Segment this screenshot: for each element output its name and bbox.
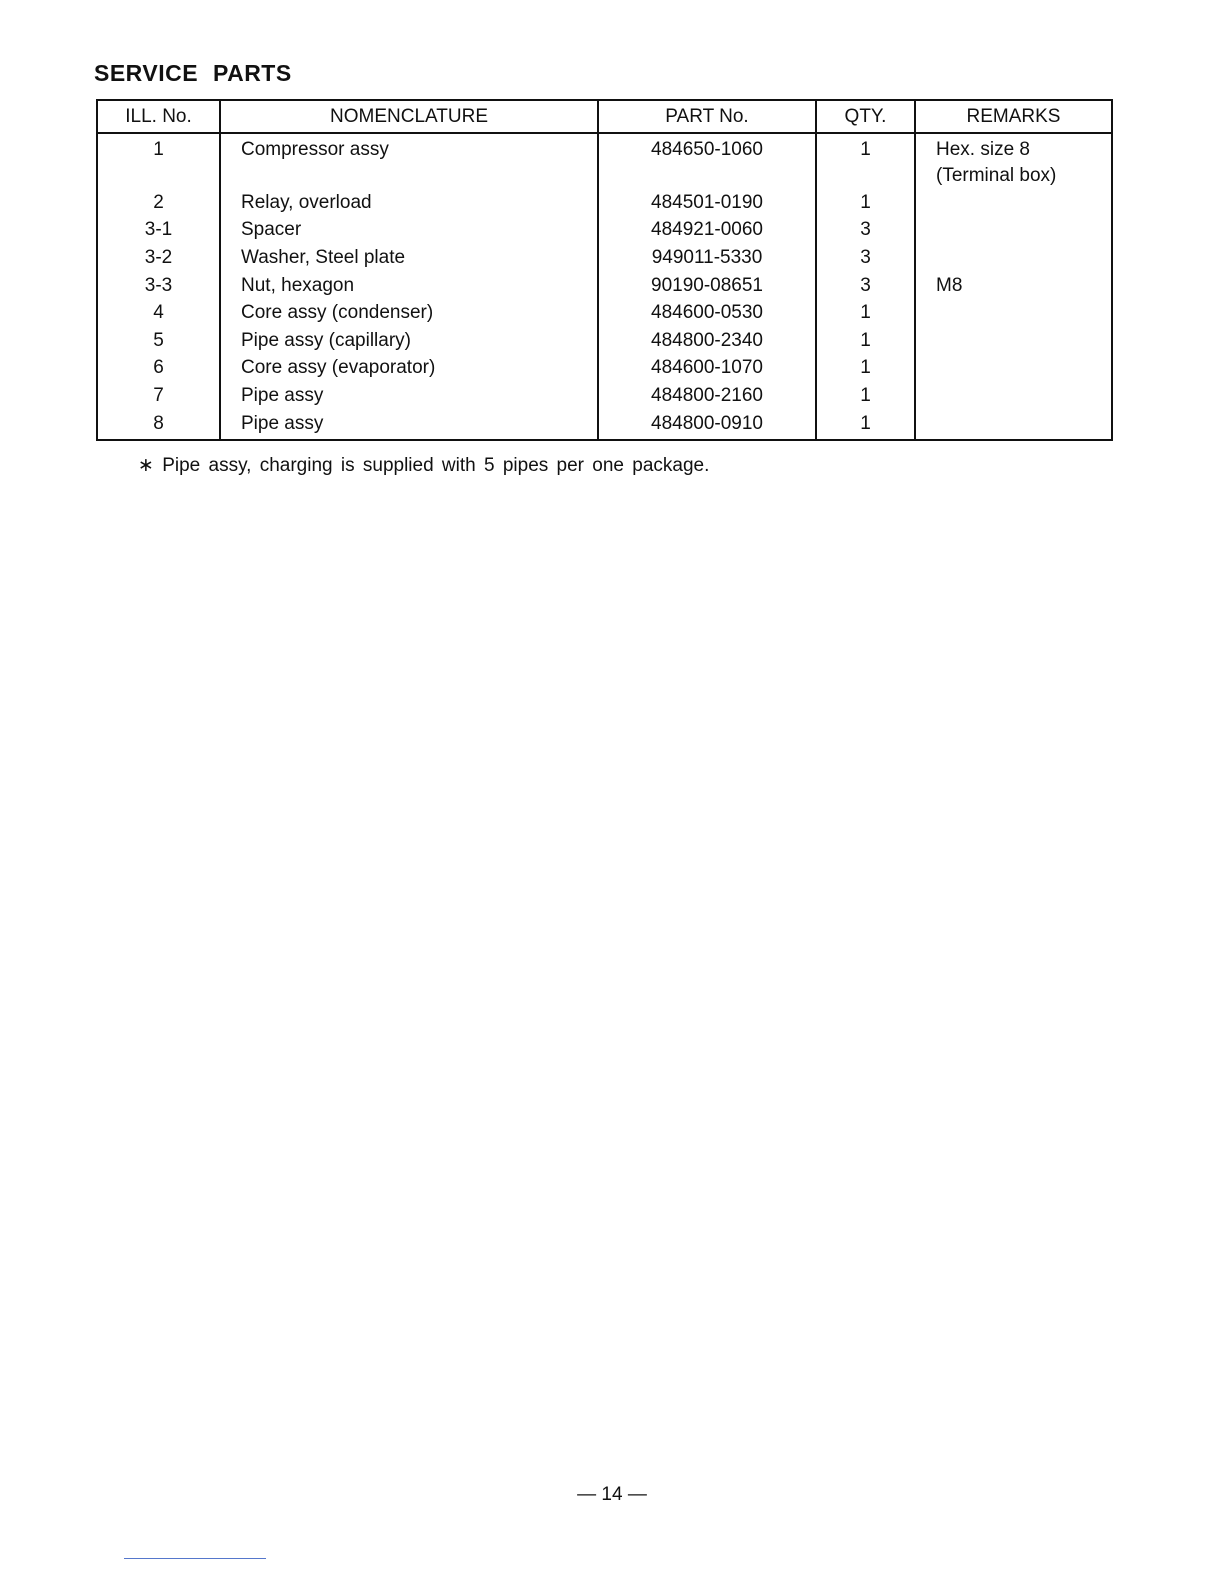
cell-part-no: 484600-1070 — [598, 355, 816, 383]
cell-remarks — [915, 299, 1112, 327]
cell-qty: 1 — [816, 299, 915, 327]
cell-nomenclature: Pipe assy (capillary) — [220, 327, 598, 355]
cell-part-no: 484501-0190 — [598, 189, 816, 217]
page-number: — 14 — — [577, 1484, 647, 1505]
cell-qty: 1 — [816, 189, 915, 217]
cell-nomenclature: Relay, overload — [220, 189, 598, 217]
cell-nomenclature: Pipe assy — [220, 382, 598, 410]
cell-part-no: 949011-5330 — [598, 244, 816, 272]
table-row — [97, 382, 1112, 410]
table-row — [97, 244, 1112, 272]
cell-remarks — [915, 355, 1112, 383]
cell-nomenclature: Spacer — [220, 217, 598, 245]
table-row — [97, 217, 1112, 245]
cell-part-no: 484800-0910 — [598, 410, 816, 441]
cell-ill-no: 7 — [153, 384, 164, 406]
header-qty: QTY. — [816, 100, 915, 133]
cell-remarks — [915, 272, 1112, 300]
cell-qty: 3 — [816, 217, 915, 245]
table-row — [97, 410, 1112, 441]
cell-ill-no: 5 — [153, 329, 164, 351]
cell-remarks — [915, 410, 1112, 441]
cell-qty: 1 — [816, 133, 915, 189]
remarks-line: Hex. size 8 — [936, 139, 1030, 160]
cell-qty: 1 — [816, 355, 915, 383]
cell-ill-no: 3-1 — [144, 219, 173, 241]
cell-nomenclature: Washer, Steel plate — [220, 244, 598, 272]
page-title: SERVICE PARTS — [94, 60, 292, 86]
cell-qty: 1 — [816, 410, 915, 441]
table-header-row — [97, 100, 1112, 133]
header-ill-no: ILL. No. — [97, 100, 220, 133]
cell-part-no: 484650-1060 — [598, 133, 816, 189]
cell-nomenclature: Core assy (condenser) — [220, 299, 598, 327]
cell-nomenclature: Compressor assy — [220, 133, 598, 189]
cell-ill-no: 1 — [153, 139, 164, 160]
cell-ill-no: 8 — [153, 412, 164, 434]
divider — [124, 1558, 266, 1559]
cell-nomenclature: Pipe assy — [220, 410, 598, 441]
table-row — [97, 355, 1112, 383]
cell-ill-no: 6 — [153, 357, 164, 379]
cell-ill-no: 2 — [153, 191, 164, 213]
table-row — [97, 299, 1112, 327]
cell-remarks — [915, 189, 1112, 217]
cell-qty: 3 — [816, 272, 915, 300]
cell-qty: 3 — [816, 244, 915, 272]
cell-ill-no: 4 — [153, 302, 164, 324]
cell-part-no: 484800-2340 — [598, 327, 816, 355]
cell-remarks — [915, 133, 1112, 189]
cell-nomenclature: Core assy (evaporator) — [220, 355, 598, 383]
cell-part-no: 90190-08651 — [598, 272, 816, 300]
table-row — [97, 272, 1112, 300]
cell-nomenclature: Nut, hexagon — [220, 272, 598, 300]
cell-remarks — [915, 217, 1112, 245]
cell-part-no: 484800-2160 — [598, 382, 816, 410]
header-nomenclature: NOMENCLATURE — [220, 100, 598, 133]
cell-remarks — [915, 244, 1112, 272]
table-body — [97, 133, 1112, 440]
table-row — [97, 189, 1112, 217]
cell-part-no: 484921-0060 — [598, 217, 816, 245]
cell-qty: 1 — [816, 327, 915, 355]
cell-remarks — [915, 327, 1112, 355]
service-parts-table — [96, 99, 1113, 441]
cell-part-no: 484600-0530 — [598, 299, 816, 327]
header-part-no: PART No. — [598, 100, 816, 133]
remarks-line: M8 — [936, 274, 963, 296]
header-remarks: REMARKS — [915, 100, 1112, 133]
cell-ill-no: 3-3 — [144, 274, 173, 296]
table-row — [97, 327, 1112, 355]
remarks-line: (Terminal box) — [936, 165, 1057, 186]
cell-remarks — [915, 382, 1112, 410]
cell-qty: 1 — [816, 382, 915, 410]
footnote: ∗ Pipe assy, charging is supplied with 5 pipes per one package. — [138, 455, 710, 476]
cell-ill-no: 3-2 — [144, 246, 173, 268]
table-row — [97, 133, 1112, 189]
